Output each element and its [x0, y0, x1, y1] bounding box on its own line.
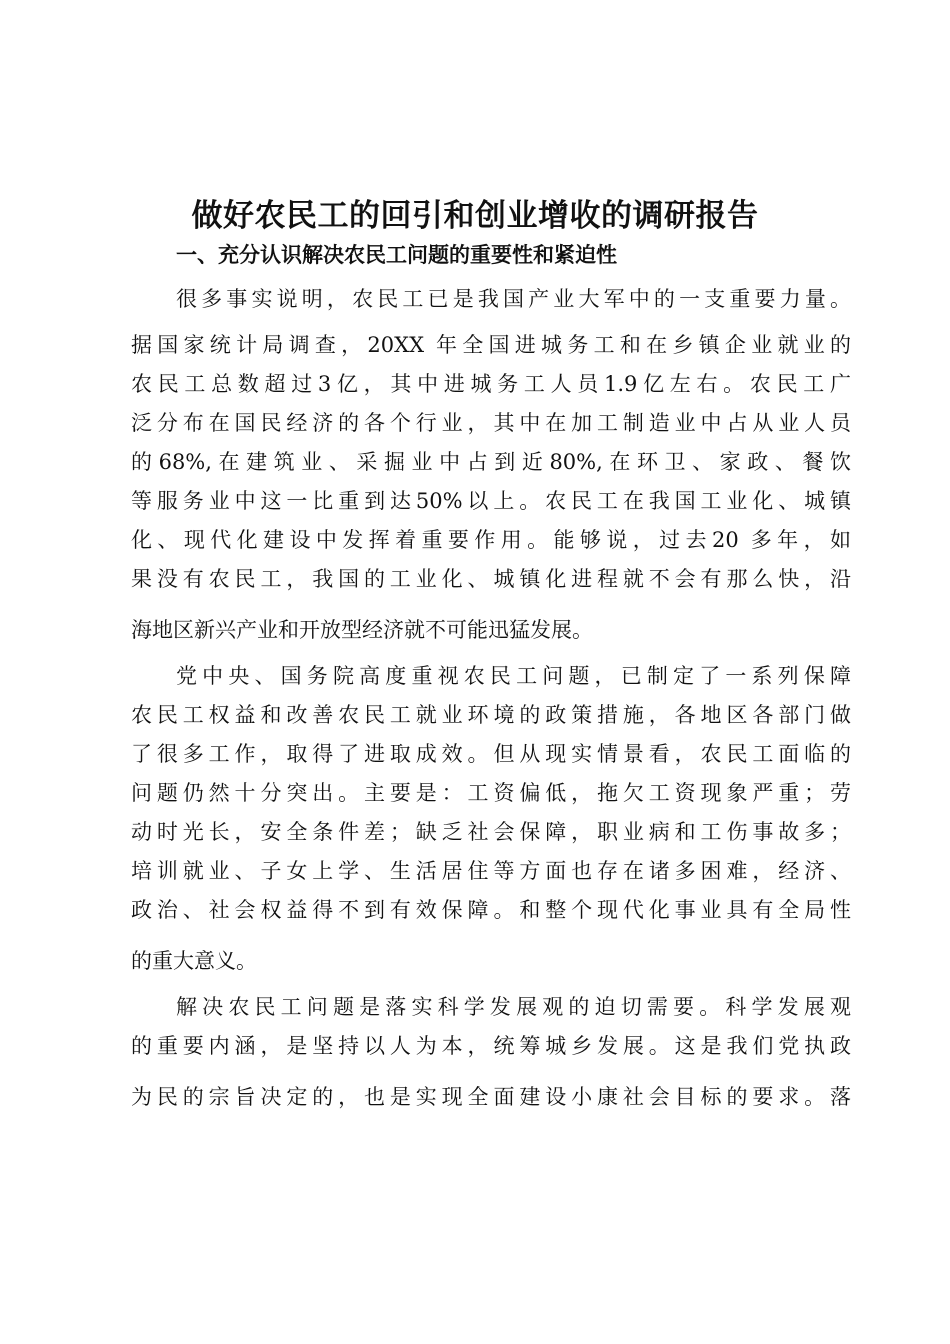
text-line: 了很多工作，取得了进取成效。但从现实情景看，农民工面临的: [131, 742, 851, 766]
text-line: 为民的宗旨决定的，也是实现全面建设小康社会目标的要求。落: [131, 1085, 851, 1109]
text-line: 政治、社会权益得不到有效保障。和整个现代化事业具有全局性: [131, 898, 851, 922]
text-line: 据国家统计局调查，20XX 年全国进城务工和在乡镇企业就业的: [131, 333, 851, 357]
text-line: 的68%,在建筑业、采掘业中占到近80%,在环卫、家政、餐饮: [131, 450, 851, 474]
text-line: 的重要内涵，是坚持以人为本，统筹城乡发展。这是我们党执政: [131, 1034, 851, 1058]
text-line: 党中央、国务院高度重视农民工问题，已制定了一系列保障: [176, 664, 851, 688]
text-line: 农民工总数超过3亿，其中进城务工人员1.9亿左右。农民工广: [131, 372, 851, 396]
text-line: 果没有农民工，我国的工业化、城镇化进程就不会有那么快，沿: [131, 567, 851, 591]
text-line: 等服务业中这一比重到达50%以上。农民工在我国工业化、城镇: [131, 489, 851, 513]
document-title: 做好农民工的回引和创业增收的调研报告: [191, 198, 759, 234]
text-line: 很多事实说明，农民工已是我国产业大军中的一支重要力量。: [176, 287, 851, 311]
text-line: 海地区新兴产业和开放型经济就不可能迅猛发展。: [131, 618, 593, 642]
text-line: 化、现代化建设中发挥着重要作用。能够说，过去20 多年，如: [131, 528, 851, 552]
text-line: 的重大意义。: [131, 949, 257, 973]
text-line: 动时光长，安全条件差；缺乏社会保障，职业病和工伤事故多；: [131, 820, 851, 844]
text-line: 泛分布在国民经济的各个行业，其中在加工制造业中占从业人员: [131, 411, 851, 435]
text-line: 问题仍然十分突出。主要是：工资偏低，拖欠工资现象严重；劳: [131, 781, 851, 805]
text-line: 培训就业、子女上学、生活居住等方面也存在诸多困难，经济、: [131, 859, 851, 883]
text-line: 农民工权益和改善农民工就业环境的政策措施，各地区各部门做: [131, 703, 851, 727]
section-heading: 一、充分认识解决农民工问题的重要性和紧迫性: [176, 243, 617, 267]
text-line: 解决农民工问题是落实科学发展观的迫切需要。科学发展观: [176, 995, 851, 1019]
